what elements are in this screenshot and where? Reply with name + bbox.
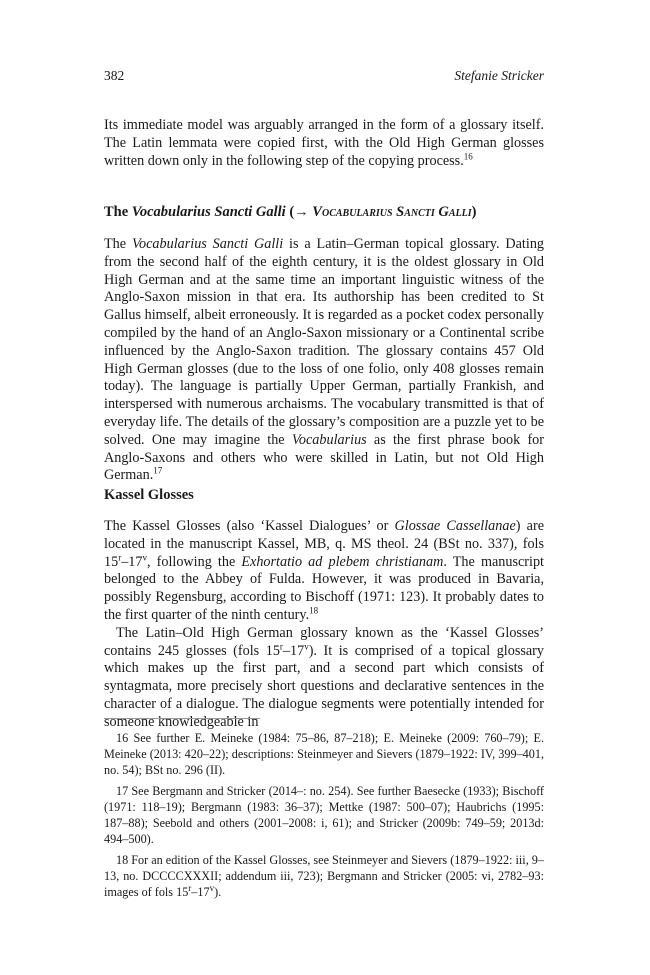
footnote-divider	[104, 718, 260, 719]
footnote-18: 18 For an edition of the Kassel Glosses, see Steinmeyer and Sievers (1879–1922: iii, 9–13, no. DCCCCXXXII; addendum iii, 723); Bergmann and Stricker (2005: vi, 2782–93: images of fols 15$^r$–17$^v$).	[104, 853, 544, 899]
footnote-16: 16 See further E. Meineke (1984: 75–86, 87–218); E. Meineke (2009: 760–79); E. Meineke (2013: 420–22); descriptions: Steinmeyer and Sievers (1879–1922: IV, 399–401, no. 54); BSt no. 296 (II).	[104, 731, 544, 777]
page-header	[104, 68, 544, 88]
footnote-ref-18: 18	[309, 605, 319, 616]
running-head: Stefanie Stricker	[454, 68, 544, 83]
section-heading-kassel: Kassel Glosses	[104, 487, 194, 503]
footnotes	[104, 730, 544, 905]
kassel-paragraphs: The Kassel Glosses (also ‘Kassel Dialogues’ or Glossae Cassellanae) are located in the manuscript Kassel, MB, q. MS theol. 24 (BSt no. 337), fols 15$^r$–17$^v$, following the Exhortatio ad plebem christianam. The manuscript belonged to the Abbey of Fulda. However, it was produced in Bavaria, possibly Regensburg, according to Bischoff (1971: 123). It probably dates to the first quarter of the ninth century.$^{18}$ The Latin–Old High German glossary known as the ‘Kassel Glosses’ contains 245 glosses (fols 15$^r$–17$^v$). It is comprised of a topical glossary which makes up the first part, and a second part which consists of syntagmata, more precisely short questions and declarative sentences in the character of a dialogue. The dialogue segments were potentially intended for someone knowledgeable in	[104, 518, 544, 730]
page-number: 382	[104, 68, 125, 83]
vocabularius-paragraph: The Vocabularius Sancti Galli is a Latin–German topical glossary. Dating from the second half of the eighth century, it is the oldest glossary in Old High German and at the same time an important linguistic witness of the Anglo-Saxon mission in that era. Its authorship has been credited to St Gallus himself, albeit erroneously. It is regarded as a pocket codex personally compiled by the hand of an Anglo-Saxon missionary or a Continental scribe influenced by the Anglo-Saxon tradition. The glossary contains 457 Old High German glosses (due to the loss of one folio, only 408 glosses remain today). The language is partially Upper German, partially Frankish, and interspersed with numerous archaisms. The vocabulary transmitted is that of everyday life. The details of the glossary’s composition are a puzzle yet to be solved. One may imagine the Vocabularius as the first phrase book for Anglo-Saxons and others who were skilled in Latin, but not Old High German.$^{17}$	[104, 236, 545, 484]
section-heading-vocabularius: The Vocabularius Sancti Galli (→ Vocabularius Sancti Galli)	[104, 204, 477, 220]
footnote-ref-16: 16	[463, 150, 473, 161]
footnote-ref-17: 17	[153, 465, 163, 476]
intro-paragraph: Its immediate model was arguably arranged in the form of a glossary itself. The Latin lemmata were copied first, with the Old High German glosses written down only in the following step of the copying process.$^{16}$	[104, 117, 544, 169]
footnote-17: 17 See Bergmann and Stricker (2014–: no. 254). See further Baesecke (1933); Bischoff (1971: 118–19); Bergmann (1983: 36–37); Mettke (1987: 500–07); Haubrichs (1995: 187–88); Seebold and others (2001–2008: i, 61); and Stricker (2009b: 749–59; 2013d: 494–500).	[104, 784, 544, 846]
